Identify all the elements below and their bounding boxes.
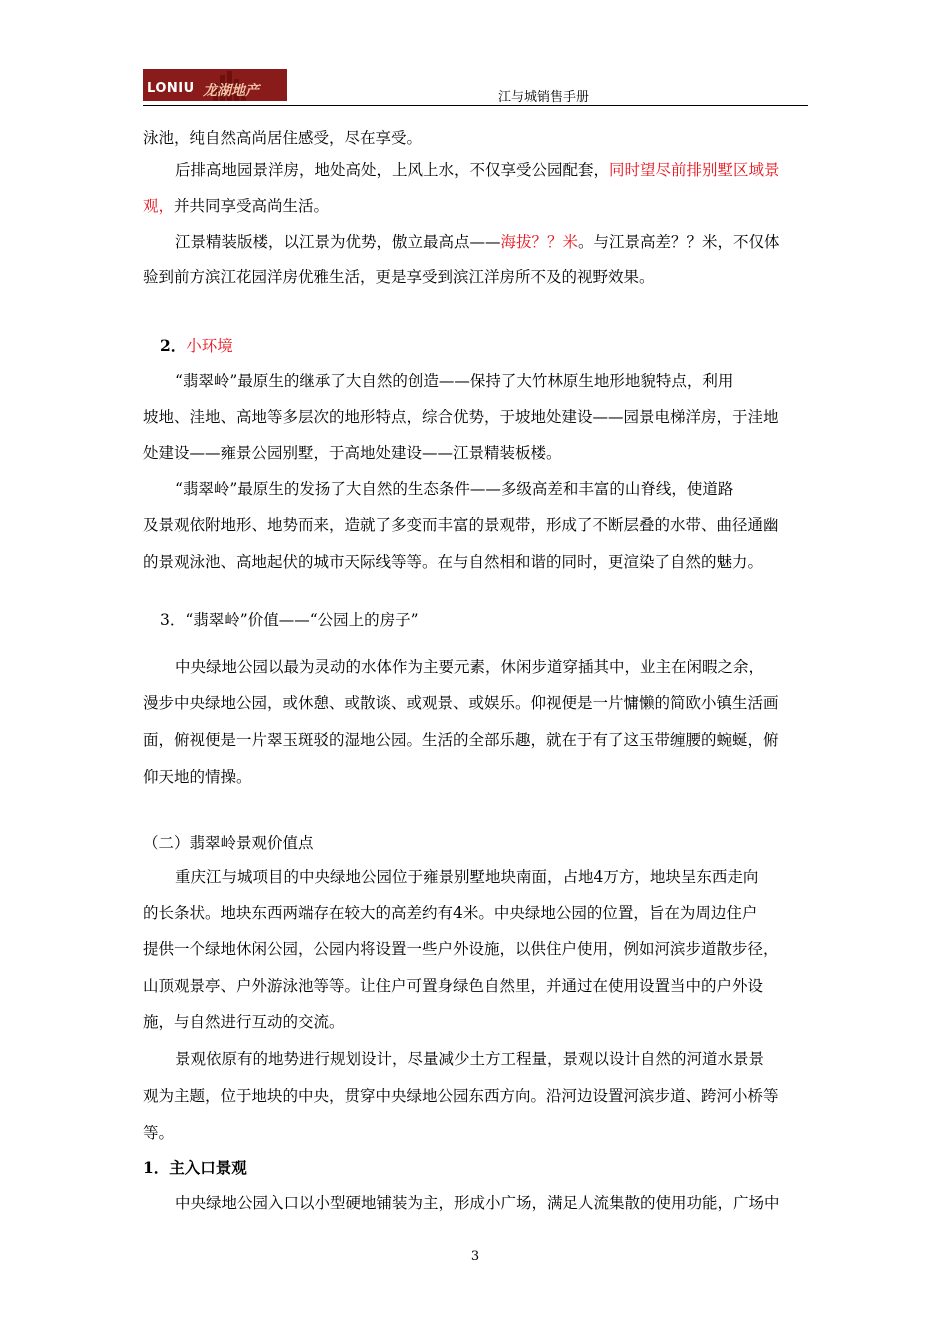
text-run: 。与江景高差？？米，不仅体 (578, 233, 780, 251)
body-line: 仰天地的情操。 (143, 768, 252, 786)
body-line: “翡翠岭”最原生的发扬了大自然的生态条件——多级高差和丰富的山脊线，使道路 (175, 480, 734, 498)
body-line: 漫步中央绿地公园，或休憩、或散谈、或观景、或娱乐。仰视便是一片慵懒的简欧小镇生活画 (143, 694, 779, 712)
body-line: 及景观依附地形、地势而来，造就了多变而丰富的景观带，形成了不断层叠的水带、曲径通幽 (143, 516, 779, 534)
text-run: 并共同享受高尚生活。 (174, 197, 330, 215)
header-divider (143, 105, 808, 106)
body-line: 泳池，纯自然高尚居住感受，尽在享受。 (143, 129, 423, 147)
section-heading: 3．“翡翠岭”价值——“公园上的房子” (160, 611, 419, 629)
body-line: 中央绿地公园以最为灵动的水体作为主要元素，休闲步道穿插其中，业主在闲暇之余， (175, 658, 765, 676)
heading-number: 2． (160, 336, 187, 355)
body-line: 提供一个绿地休闲公园，公园内将设置一些户外设施，以供住户使用，例如河滨步道散步径， (143, 940, 779, 958)
section-heading: 1．主入口景观 (143, 1158, 247, 1177)
body-line (175, 160, 808, 180)
body-line (175, 232, 808, 252)
body-line: “翡翠岭”最原生的继承了大自然的创造——保持了大竹林原生地形地貌特点，利用 (175, 372, 734, 390)
highlight-text: 海拔？？米 (500, 233, 579, 251)
company-logo (143, 69, 287, 101)
body-line: 面，俯视便是一片翠玉斑驳的湿地公园。生活的全部乐趣，就在于有了这玉带缠腰的蜿蜒，俯 (143, 731, 779, 749)
body-line: 中央绿地公园入口以小型硬地铺装为主，形成小广场，满足人流集散的使用功能，广场中 (175, 1194, 780, 1212)
logo-latin-text: LONIU (147, 81, 195, 96)
body-line: 施，与自然进行互动的交流。 (143, 1013, 345, 1031)
body-line: 等。 (143, 1124, 175, 1142)
highlight-text: 观， (143, 197, 175, 215)
body-line: 景观依原有的地势进行规划设计，尽量减少土方工程量，景观以设计自然的河道水景景 (175, 1050, 765, 1068)
body-line: 的景观泳池、高地起伏的城市天际线等等。在与自然相和谐的同时，更渲染了自然的魅力。 (143, 553, 764, 571)
highlight-text: 同时望尽前排别墅区域景 (609, 161, 780, 179)
header-title: 江与城销售手册 (498, 90, 590, 105)
body-line: 山顶观景亭、户外游泳池等等。让住户可置身绿色自然里，并通过在使用设置当中的户外设 (143, 977, 764, 995)
body-line: 重庆江与城项目的中央绿地公园位于雍景别墅地块南面，占地4万方，地块呈东西走向 (175, 868, 759, 886)
body-line: 处建设——雍景公园别墅，于高地处建设——江景精装板楼。 (143, 444, 562, 462)
body-line: 的长条状。地块东西两端存在较大的高差约有4米。中央绿地公园的位置，旨在为周边住户 (143, 904, 758, 922)
section-heading (160, 336, 825, 356)
text-run: 江景精装版楼，以江景为优势，傲立最高点—— (175, 233, 501, 251)
body-line: 观为主题，位于地块的中央，贯穿中央绿地公园东西方向。沿河边设置河滨步道、跨河小桥等 (143, 1087, 779, 1105)
body-line: 坡地、洼地、高地等多层次的地形特点，综合优势，于坡地处建设——园景电梯洋房，于洼地 (143, 408, 779, 426)
section-heading: （二）翡翠岭景观价值点 (143, 834, 314, 852)
text-run: 后排高地园景洋房，地处高处，上风上水，不仅享受公园配套， (175, 161, 610, 179)
body-line: 验到前方滨江花园洋房优雅生活，更是享受到滨江洋房所不及的视野效果。 (143, 268, 655, 286)
body-line (143, 196, 808, 216)
heading-text: 小环境 (186, 337, 233, 355)
logo-chinese-text: 龙湖地产 (203, 83, 259, 99)
page-number: 3 (470, 1249, 480, 1264)
